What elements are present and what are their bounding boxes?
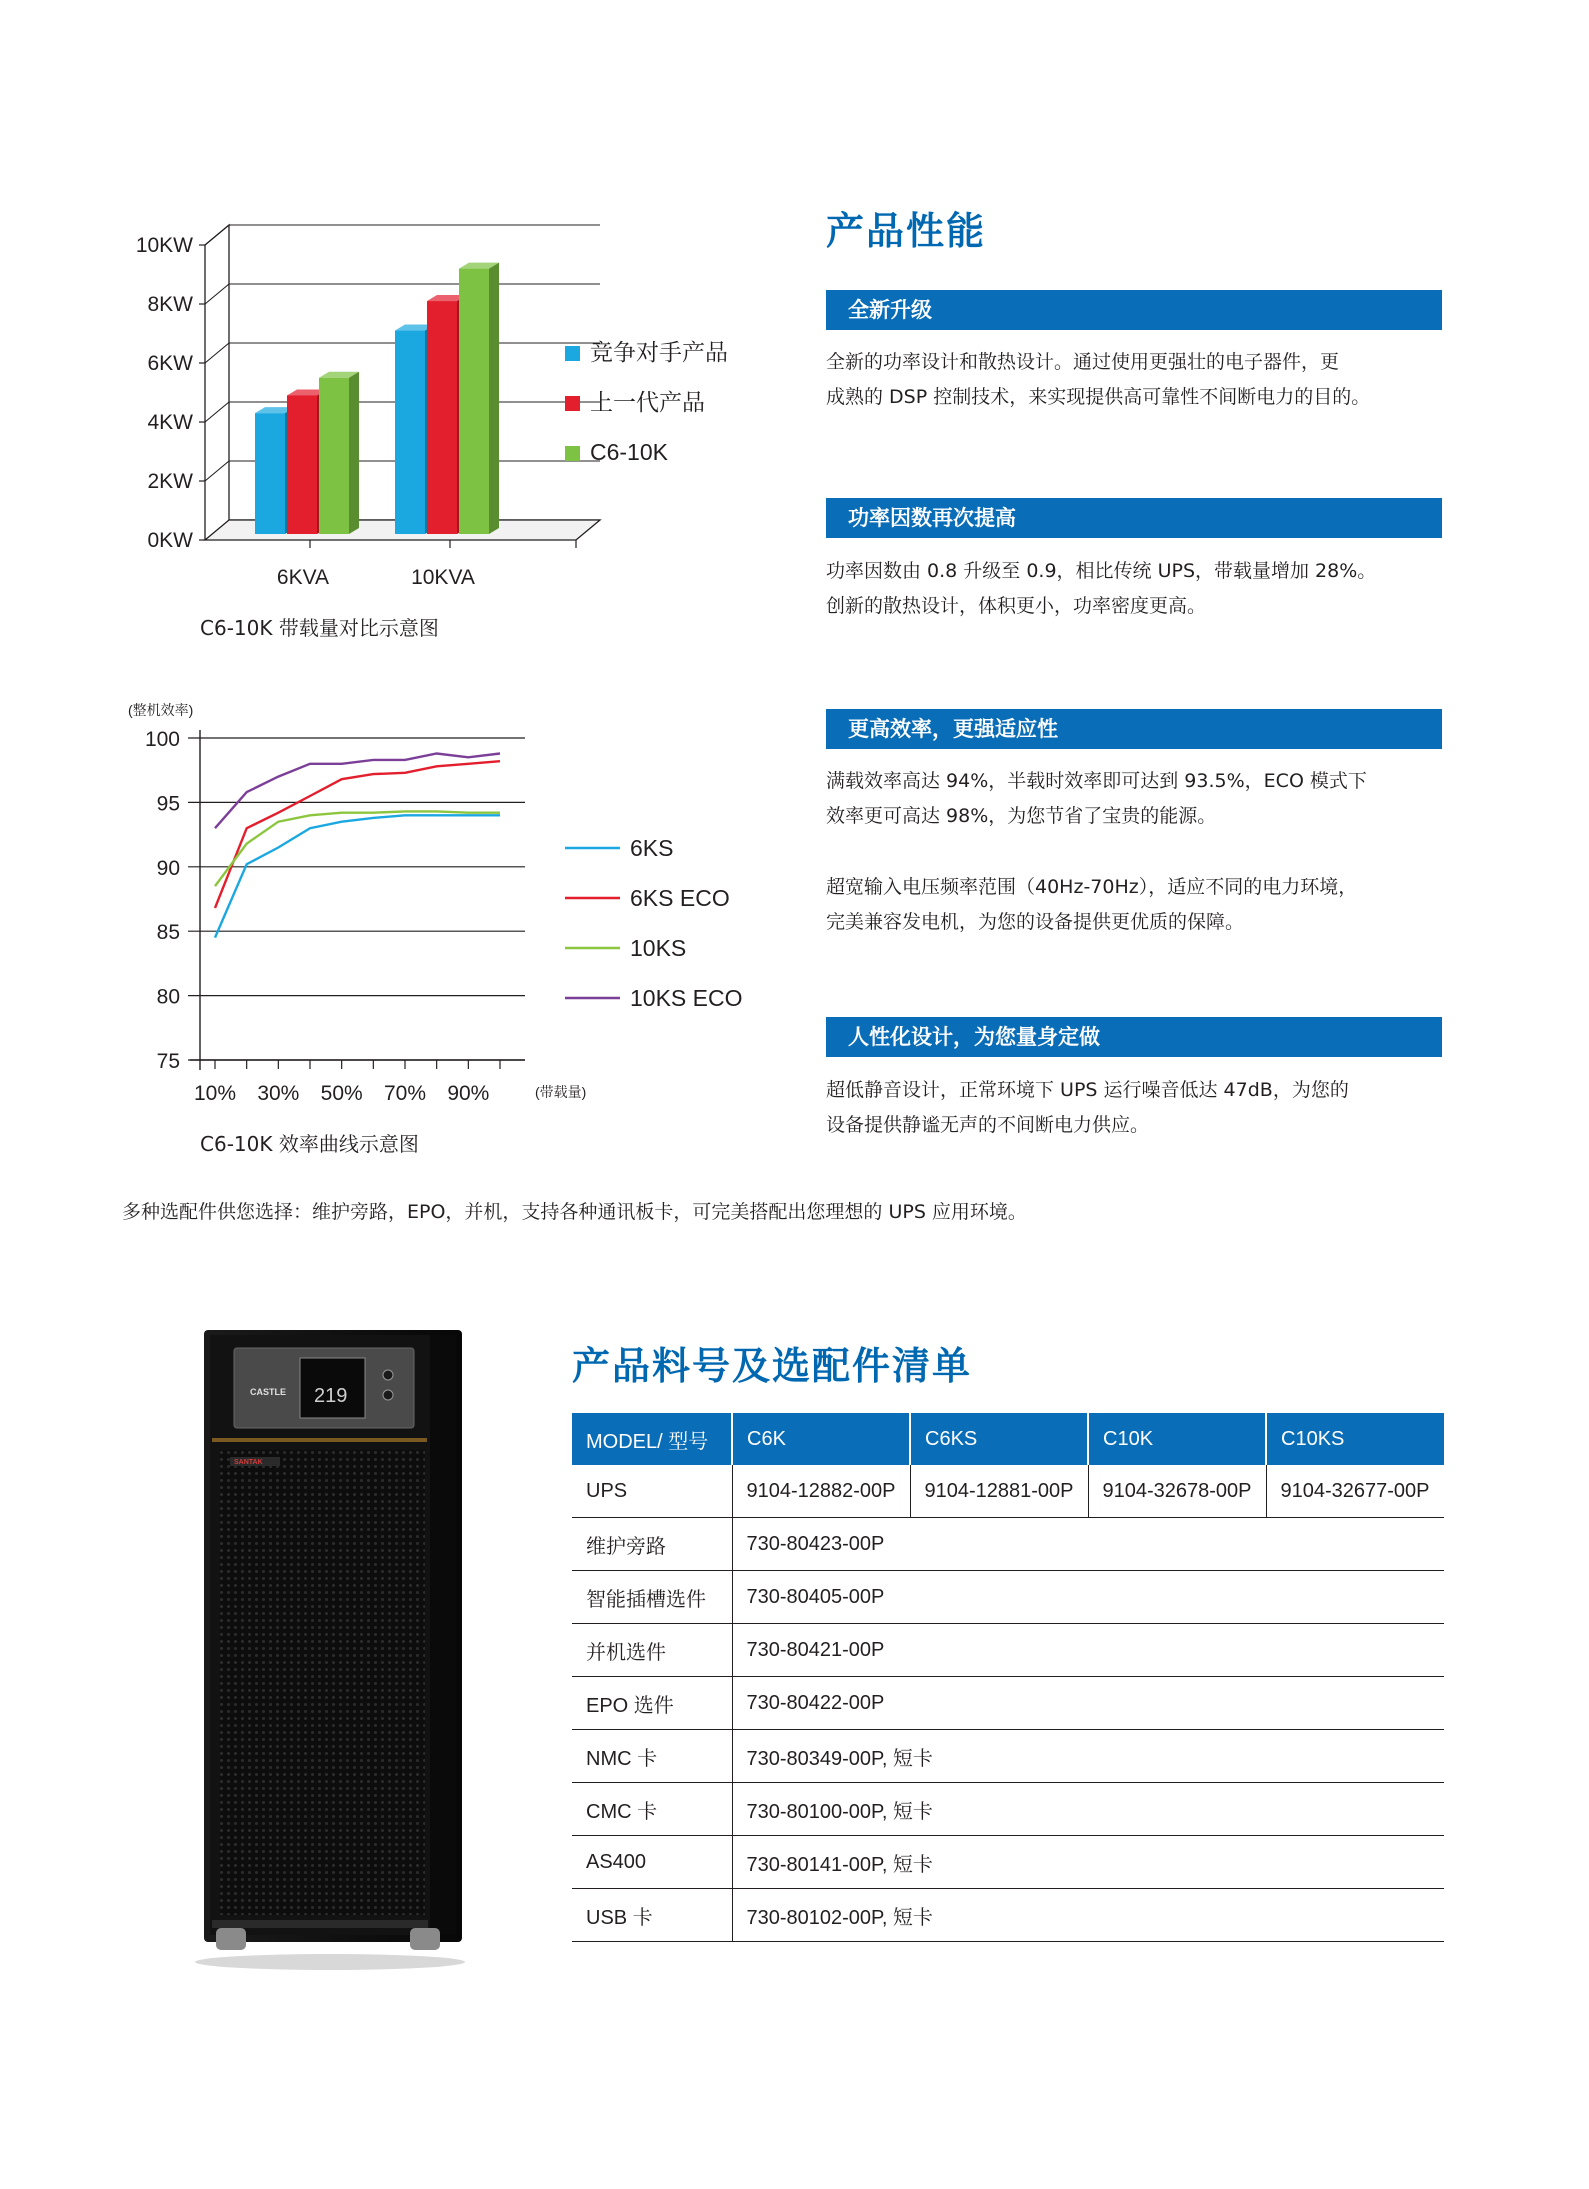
legend-label: 6KS ECO xyxy=(630,885,730,911)
row-label: UPS xyxy=(572,1465,732,1518)
row-label: NMC 卡 xyxy=(572,1730,732,1783)
bar xyxy=(319,378,349,534)
line-chart-x-tick-label: 50% xyxy=(320,1082,363,1105)
legend-label: 10KS xyxy=(630,935,687,961)
part-number: 730-80102-00P, 短卡 xyxy=(732,1889,1444,1942)
bar-chart-y-tick-label: 6KW xyxy=(147,352,193,375)
table-row xyxy=(572,1889,1444,1942)
bar-chart-caption: C6-10K 带载量对比示意图 xyxy=(200,616,439,640)
line-chart-x-label: (带载量) xyxy=(535,1084,587,1100)
legend-swatch xyxy=(565,346,580,361)
section-text-power-factor: 功率因数由 0.8 升级至 0.9，相比传统 UPS，带载量增加 28%。 创新的散热设计，体积更小，功率密度更高。 xyxy=(826,560,1377,617)
line-chart-x-tick-label: 10% xyxy=(193,1082,237,1105)
part-number: 9104-12882-00P xyxy=(732,1465,910,1518)
part-number: 9104-12881-00P xyxy=(910,1465,1088,1518)
bar-chart-gridline xyxy=(205,284,600,304)
header-c6k: C6K xyxy=(732,1413,910,1465)
section-heading-power-factor: 功率因数再次提高 xyxy=(826,498,1442,538)
row-label: CMC 卡 xyxy=(572,1783,732,1836)
options-note: 多种选配件供您选择：维护旁路，EPO，并机，支持各种通讯板卡，可完美搭配出您理想的 UPS 应用环境。 xyxy=(122,1201,1027,1223)
series-line xyxy=(215,815,500,937)
load-capacity-bar-chart xyxy=(95,230,775,589)
legend-label: 10KS ECO xyxy=(630,985,743,1011)
line-chart-y-tick-label: 95 xyxy=(156,792,180,816)
table-row xyxy=(572,1836,1444,1889)
section-text-efficiency: 满载效率高达 94%，半载时效率即可达到 93.5%，ECO 模式下 效率更可高达 98%，为您节省了宝贵的能源。 xyxy=(826,770,1367,827)
bar xyxy=(427,301,457,534)
section-text-design: 超低静音设计，正常环境下 UPS 运行噪音低达 47dB，为您的 设备提供静谧无声的不间断电力供应。 xyxy=(826,1079,1349,1136)
part-number: 9104-32678-00P xyxy=(1088,1465,1266,1518)
legend-label: 竞争对手产品 xyxy=(590,339,728,365)
table-row xyxy=(572,1465,1444,1518)
section-heading-efficiency: 更高效率，更强适应性 xyxy=(826,709,1442,749)
row-label: 维护旁路 xyxy=(572,1518,732,1571)
line-chart-y-label: (整机效率) xyxy=(128,702,194,718)
table-row xyxy=(572,1624,1444,1677)
parts-title: 产品料号及选配件清单 xyxy=(572,1344,973,1388)
ups-maker-label: SANTAK xyxy=(234,1459,263,1466)
legend-label: 上一代产品 xyxy=(590,389,705,415)
parts-table xyxy=(572,1413,1444,1942)
section-heading-design: 人性化设计，为您量身定做 xyxy=(826,1017,1442,1057)
header-model: MODEL/ 型号 xyxy=(572,1413,732,1465)
performance-title: 产品性能 xyxy=(826,209,987,253)
part-number: 730-80405-00P xyxy=(732,1571,1444,1624)
part-number: 9104-32677-00P xyxy=(1266,1465,1444,1518)
line-chart-y-tick-label: 75 xyxy=(156,1050,180,1073)
table-row xyxy=(572,1571,1444,1624)
bar xyxy=(287,395,317,534)
part-number: 730-80422-00P xyxy=(732,1677,1444,1730)
row-label: 并机选件 xyxy=(572,1624,732,1677)
line-chart-x-tick-label: 90% xyxy=(447,1082,490,1105)
header-c10ks: C10KS xyxy=(1266,1413,1444,1465)
row-label: USB 卡 xyxy=(572,1889,732,1942)
row-label: 智能插槽选件 xyxy=(572,1571,732,1624)
efficiency-line-chart xyxy=(100,690,800,1110)
row-label: AS400 xyxy=(572,1836,732,1889)
legend-label: 6KS xyxy=(630,835,674,861)
line-chart-x-tick-label: 30% xyxy=(257,1082,300,1105)
section-heading-upgrade: 全新升级 xyxy=(826,290,1442,330)
part-number: 730-80421-00P xyxy=(732,1624,1444,1677)
bar-chart-y-tick-label: 2KW xyxy=(147,470,193,493)
section-text-input-range: 超宽输入电压频率范围（40Hz-70Hz），适应不同的电力环境， 完美兼容发电机，为您的设备提供更优质的保障。 xyxy=(826,876,1358,933)
bar-chart-gridline xyxy=(205,225,600,245)
part-number: 730-80423-00P xyxy=(732,1518,1444,1571)
bar-chart-y-tick-label: 10KW xyxy=(135,234,193,257)
header-c6ks: C6KS xyxy=(910,1413,1088,1465)
bar-chart-y-tick-label: 4KW xyxy=(147,411,193,434)
bar-side xyxy=(349,372,359,534)
bar-side xyxy=(489,263,499,534)
bar-chart-x-tick-label: 10KVA xyxy=(411,566,475,589)
line-chart-y-tick-label: 80 xyxy=(156,985,180,1009)
bar-chart-y-tick-label: 0KW xyxy=(147,529,193,552)
line-chart-y-tick-label: 100 xyxy=(144,728,180,751)
ups-cabinet-image xyxy=(190,1330,470,1970)
bar-chart-y-tick-label: 8KW xyxy=(147,293,193,316)
parts-table-header-row xyxy=(572,1413,1444,1465)
ups-brand-label: CASTLE xyxy=(250,1387,286,1397)
table-row xyxy=(572,1783,1444,1836)
legend-label: C6-10K xyxy=(590,439,668,465)
legend-swatch xyxy=(565,446,580,461)
part-number: 730-80141-00P, 短卡 xyxy=(732,1836,1444,1889)
ups-display-value: 219 xyxy=(314,1385,348,1407)
table-row xyxy=(572,1518,1444,1571)
bar xyxy=(255,413,285,534)
part-number: 730-80349-00P, 短卡 xyxy=(732,1730,1444,1783)
table-row xyxy=(572,1677,1444,1730)
bar xyxy=(395,331,425,534)
line-chart-x-tick-label: 70% xyxy=(383,1082,427,1105)
bar-chart-x-tick-label: 6KVA xyxy=(276,566,330,589)
table-row xyxy=(572,1730,1444,1783)
line-chart-y-tick-label: 85 xyxy=(156,921,180,945)
section-text-upgrade: 全新的功率设计和散热设计。通过使用更强壮的电子器件，更 成熟的 DSP 控制技术，来实现提供高可靠性不间断电力的目的。 xyxy=(826,351,1371,408)
bar xyxy=(459,269,489,534)
row-label: EPO 选件 xyxy=(572,1677,732,1730)
legend-swatch xyxy=(565,396,580,411)
part-number: 730-80100-00P, 短卡 xyxy=(732,1783,1444,1836)
line-chart-caption: C6-10K 效率曲线示意图 xyxy=(200,1132,419,1156)
line-chart-y-tick-label: 90 xyxy=(156,856,180,880)
header-c10k: C10K xyxy=(1088,1413,1266,1465)
